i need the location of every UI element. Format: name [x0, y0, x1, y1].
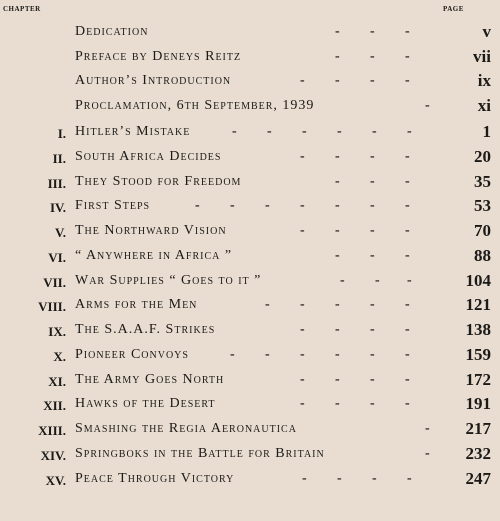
page-number: 217 — [465, 419, 491, 438]
entry-title: Peace Through Victory — [75, 471, 235, 486]
page-number: 172 — [465, 370, 491, 389]
entry-title: First Steps — [75, 198, 151, 213]
toc-entry-chapter-6: VI. “ Anywhere in Africa ” - - - 88 — [48, 246, 491, 265]
chapter-number: III. — [47, 176, 66, 191]
toc-entry-chapter-9: IX. The S.A.A.F. Strikes - - - - 138 — [48, 320, 491, 339]
toc-entry-introduction: Author’s Introduction - - - - ix — [75, 71, 491, 90]
page-number: 104 — [465, 271, 491, 290]
entry-title: The Army Goes North — [75, 372, 225, 387]
page-number: 232 — [465, 444, 491, 463]
chapter-number: XI. — [48, 374, 66, 389]
entry-title: Pioneer Convoys — [75, 347, 189, 362]
chapter-number: VIII. — [38, 299, 66, 314]
page-number: 1 — [482, 122, 491, 141]
page-number: 247 — [465, 469, 491, 488]
entry-title: South Africa Decides — [75, 149, 222, 164]
entry-title: The S.A.A.F. Strikes — [75, 322, 216, 337]
chapter-number: I. — [57, 126, 66, 141]
chapter-column-header: CHAPTER — [3, 5, 41, 13]
entry-title: War Supplies “ Goes to it ” — [75, 273, 262, 288]
entry-title: Proclamation, 6th September, 1939 — [75, 98, 315, 113]
page-column-header: PAGE — [443, 5, 464, 13]
chapter-number: II. — [52, 151, 66, 166]
entry-title: Dedication — [75, 24, 149, 39]
toc-entry-chapter-1: I. Hitler’s Mistake - - - - - - 1 — [57, 122, 491, 141]
entry-title: The Northward Vision — [75, 223, 227, 238]
page-number: 159 — [465, 345, 491, 364]
entry-title: Smashing the Regia Aeronautica — [75, 421, 297, 436]
page-number: 191 — [465, 394, 491, 413]
entry-title: Hawks of the Desert — [75, 396, 216, 411]
toc-entry-chapter-5: V. The Northward Vision - - - - 70 — [55, 221, 491, 240]
chapter-number: XIII. — [38, 423, 66, 438]
page-number: 20 — [474, 147, 491, 166]
toc-entry-chapter-12: XII. Hawks of the Desert - - - - 191 — [43, 394, 491, 413]
entry-title: Springboks in the Battle for Britain — [75, 446, 325, 461]
toc-entry-chapter-11: XI. The Army Goes North - - - - 172 — [48, 370, 491, 389]
toc-entry-chapter-4: IV. First Steps - - - - - - - 53 — [49, 196, 491, 215]
toc-entry-dedication: Dedication - - - v — [75, 22, 491, 41]
entry-title: Hitler’s Mistake — [75, 124, 191, 139]
entry-title: “ Anywhere in Africa ” — [75, 248, 233, 263]
toc-entry-chapter-8: VIII. Arms for the Men - - - - - 121 — [38, 295, 491, 314]
chapter-number: X. — [53, 349, 66, 364]
toc-entry-chapter-3: III. They Stood for Freedom - - - 35 — [47, 172, 491, 191]
page-number: ix — [477, 71, 491, 90]
chapter-number: XIV. — [40, 448, 66, 463]
toc-entry-preface: Preface by Deneys Reitz - - - vii — [75, 47, 491, 66]
toc-entry-chapter-2: II. South Africa Decides - - - - 20 — [52, 147, 491, 166]
chapter-number: XV. — [45, 473, 66, 488]
chapter-number: VII. — [43, 275, 66, 290]
toc-entry-chapter-13: XIII. Smashing the Regia Aeronautica - 217 — [38, 419, 491, 438]
page-number: 53 — [474, 196, 491, 215]
toc-entry-chapter-14: XIV. Springboks in the Battle for Britain - 232 — [40, 444, 491, 463]
toc-entry-chapter-15: XV. Peace Through Victory - - - - 247 — [45, 469, 491, 488]
chapter-number: V. — [55, 225, 66, 240]
page-number: 88 — [474, 246, 491, 265]
chapter-number: IV. — [49, 200, 66, 215]
entry-title: Author’s Introduction — [75, 73, 232, 88]
page-number: 138 — [465, 320, 491, 339]
chapter-number: IX. — [48, 324, 66, 339]
entry-title: Arms for the Men — [75, 297, 198, 312]
entry-title: Preface by Deneys Reitz — [75, 49, 242, 64]
page-number: 70 — [474, 221, 491, 240]
chapter-number: XII. — [43, 398, 66, 413]
page-number: 121 — [465, 295, 491, 314]
entry-title: They Stood for Freedom — [75, 174, 242, 189]
toc-entry-chapter-10: X. Pioneer Convoys - - - - - - 159 — [53, 345, 491, 364]
toc-entry-chapter-7: VII. War Supplies “ Goes to it ” - - - 104 — [43, 271, 491, 290]
page-number: xi — [477, 96, 491, 115]
chapter-number: VI. — [48, 250, 66, 265]
toc-entry-proclamation: Proclamation, 6th September, 1939 - xi — [75, 96, 491, 115]
page-number: 35 — [474, 172, 491, 191]
page-number: vii — [473, 47, 491, 66]
page-number: v — [482, 22, 491, 41]
